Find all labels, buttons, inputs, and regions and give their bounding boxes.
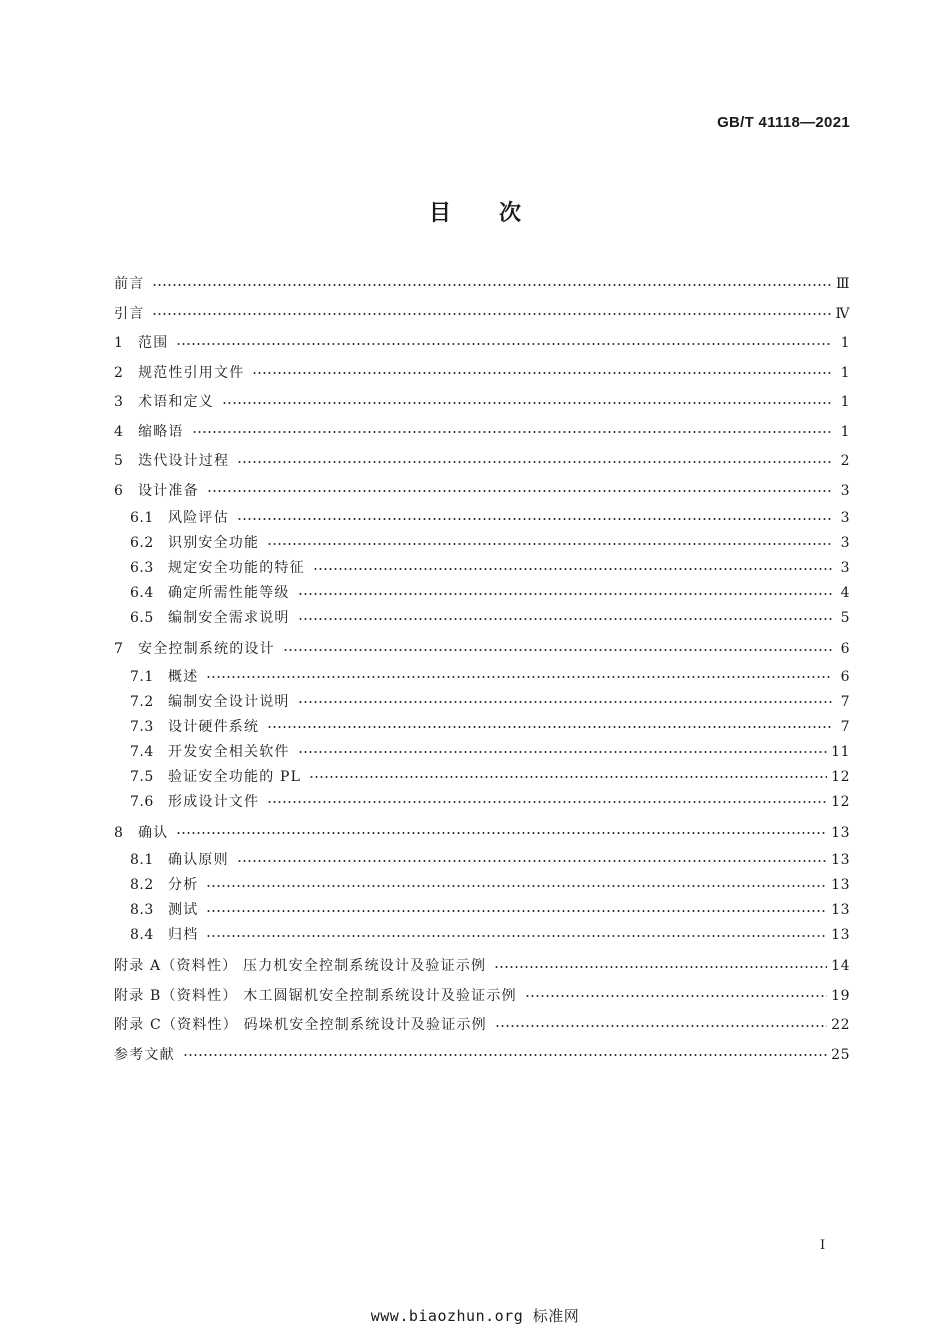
toc-leader-dots: [237, 858, 827, 864]
toc-subentry[interactable]: [114, 690, 850, 715]
toc-entry-page: 3: [840, 535, 850, 551]
toc-entry-page: 25: [831, 1046, 850, 1063]
toc-entry-page: 7: [840, 693, 850, 710]
toc-entry-title: 开发安全相关软件: [168, 743, 290, 760]
toc-entry-number: 3: [114, 394, 124, 410]
toc-leader-dots: [206, 908, 827, 914]
toc-entry[interactable]: [114, 300, 850, 330]
toc-entry-number: 7.2: [130, 693, 154, 710]
toc-entry[interactable]: [114, 418, 850, 448]
toc-entry-number: 4: [114, 423, 124, 440]
toc-entry-page: 12: [831, 768, 850, 785]
toc-subentry[interactable]: [114, 873, 850, 898]
toc-subentry[interactable]: [114, 848, 850, 873]
standard-code: GB/T 41118—2021: [717, 114, 850, 131]
toc-entry-number: 6.1: [130, 510, 154, 526]
toc-entry-title: 确认原则: [168, 852, 229, 868]
toc-leader-dots: [283, 647, 832, 653]
toc-entry-page: 13: [831, 852, 850, 868]
toc-entry[interactable]: [114, 329, 850, 359]
page-title: 目次: [428, 201, 569, 226]
toc-entry-page: Ⅲ: [835, 276, 850, 292]
toc-entry-title: 参考文献: [114, 1046, 175, 1063]
toc-leader-dots: [206, 674, 832, 680]
toc-entry-page: Ⅳ: [835, 305, 850, 322]
toc-entry-title: 编制安全设计说明: [168, 693, 290, 710]
toc-subentry[interactable]: [114, 923, 850, 948]
toc-leader-dots: [495, 1023, 827, 1029]
footer-watermark: www.biaozhun.org 标准网: [370, 1307, 580, 1325]
toc-entry-title: 术语和定义: [138, 394, 214, 410]
toc-entry-title: 验证安全功能的 PL: [168, 768, 302, 785]
toc-entry-number: 6.4: [130, 585, 154, 601]
toc-entry-page: 12: [831, 793, 850, 810]
toc-entry-page: 6: [840, 668, 850, 685]
toc-subentry[interactable]: [114, 506, 850, 531]
toc-subentry[interactable]: [114, 665, 850, 690]
toc-subentry[interactable]: [114, 531, 850, 556]
toc-entry-number: 6.3: [130, 560, 154, 576]
toc-subentry[interactable]: [114, 715, 850, 740]
toc-entry-page: 22: [831, 1017, 850, 1033]
toc-entry-number: 6.5: [130, 610, 154, 626]
toc-entry[interactable]: [114, 819, 850, 849]
toc-entry-page: 13: [831, 877, 850, 893]
page-number: I: [820, 1238, 826, 1253]
toc-leader-dots: [207, 488, 832, 494]
toc-subentry[interactable]: [114, 765, 850, 790]
toc-leader-dots: [525, 993, 827, 999]
toc-leader-dots: [206, 883, 827, 889]
toc-entry-number: 8: [114, 824, 124, 841]
toc-subentry[interactable]: [114, 790, 850, 815]
toc-leader-dots: [206, 933, 827, 939]
toc-entry-page: 3: [840, 560, 850, 576]
toc-leader-dots: [298, 616, 832, 622]
toc-subentry[interactable]: [114, 898, 850, 923]
toc-subentry[interactable]: [114, 556, 850, 581]
toc-entry-page: 1: [840, 335, 850, 351]
toc-entry-title: 确认: [138, 824, 169, 841]
toc-entry-page: 5: [840, 610, 850, 626]
toc-entry-title: 风险评估: [168, 510, 229, 526]
toc-leader-dots: [313, 566, 832, 572]
toc-subentry[interactable]: [114, 581, 850, 606]
toc-leader-dots: [237, 459, 832, 465]
toc-entry[interactable]: [114, 1041, 850, 1071]
toc-entry-number: 7: [114, 641, 124, 657]
toc-entry-page: 13: [831, 927, 850, 943]
toc-entry-number: 6.2: [130, 535, 154, 551]
toc-entry-page: 6: [840, 641, 850, 657]
toc-entry-page: 1: [840, 423, 850, 440]
toc-entry-page: 14: [831, 958, 850, 974]
toc-entry-number: 8.4: [130, 927, 154, 943]
toc-entry-title: 附录 C（资料性） 码垛机安全控制系统设计及验证示例: [114, 1017, 487, 1033]
toc-entry-title: 缩略语: [138, 423, 184, 440]
toc-subentry[interactable]: [114, 606, 850, 631]
toc-entry-title: 编制安全需求说明: [168, 610, 290, 626]
toc-entry-title: 范围: [138, 335, 169, 351]
toc-entry-title: 设计硬件系统: [168, 718, 260, 735]
toc-leader-dots: [298, 699, 832, 705]
toc-leader-dots: [267, 799, 827, 805]
toc-leader-dots: [298, 591, 832, 597]
toc-entry[interactable]: [114, 635, 850, 665]
toc-entry-number: 7.5: [130, 768, 154, 785]
toc-entry-number: 6: [114, 482, 124, 499]
toc-leader-dots: [267, 724, 832, 730]
toc-leader-dots: [152, 311, 831, 317]
toc-leader-dots: [494, 964, 827, 970]
toc-entry-title: 附录 B（资料性） 木工圆锯机安全控制系统设计及验证示例: [114, 987, 517, 1004]
toc-leader-dots: [176, 830, 827, 836]
toc-entry-title: 引言: [114, 305, 145, 322]
toc-entry-number: 7.1: [130, 668, 154, 685]
toc-entry-number: 8.2: [130, 877, 154, 893]
toc-entry[interactable]: [114, 477, 850, 507]
toc-entry-title: 识别安全功能: [168, 535, 260, 551]
toc-leader-dots: [237, 516, 832, 522]
toc-entry-title: 测试: [168, 902, 199, 918]
toc-entry-number: 7.3: [130, 718, 154, 735]
toc-entry-page: 3: [840, 510, 850, 526]
toc-entry-title: 设计准备: [138, 482, 199, 499]
toc-entry[interactable]: [114, 388, 850, 418]
toc-entry[interactable]: [114, 359, 850, 389]
toc-leader-dots: [192, 429, 832, 435]
toc-entry-title: 归档: [168, 927, 199, 943]
toc-entry-title: 规定安全功能的特征: [168, 560, 305, 576]
toc-leader-dots: [222, 400, 832, 406]
toc-entry-page: 4: [840, 585, 850, 601]
toc-entry-title: 确定所需性能等级: [168, 585, 290, 601]
toc-entry-title: 分析: [168, 877, 199, 893]
toc-entry-number: 1: [114, 335, 124, 351]
toc-entry-page: 3: [840, 482, 850, 499]
toc-entry-page: 1: [840, 394, 850, 410]
toc-entry[interactable]: [114, 447, 850, 477]
toc-subentry[interactable]: [114, 740, 850, 765]
toc-entry-page: 19: [831, 987, 850, 1004]
toc-leader-dots: [176, 341, 832, 347]
toc-entry[interactable]: [114, 1011, 850, 1041]
toc-entry-page: 11: [831, 743, 850, 760]
toc-entry-title: 概述: [168, 668, 199, 685]
toc-entry-page: 13: [831, 824, 850, 841]
toc-entry-page: 1: [840, 364, 850, 381]
toc-entry-number: 7.6: [130, 793, 154, 810]
toc-entry-number: 8.3: [130, 902, 154, 918]
toc-entry-title: 安全控制系统的设计: [138, 641, 275, 657]
toc-entry-title: 迭代设计过程: [138, 453, 230, 469]
toc-leader-dots: [183, 1052, 827, 1058]
table-of-contents: [114, 270, 850, 1070]
toc-entry[interactable]: [114, 952, 850, 982]
toc-leader-dots: [298, 749, 828, 755]
toc-entry-title: 形成设计文件: [168, 793, 260, 810]
toc-entry-number: 5: [114, 453, 124, 469]
toc-entry-page: 13: [831, 902, 850, 918]
toc-entry-page: 7: [840, 718, 850, 735]
toc-entry[interactable]: [114, 982, 850, 1012]
toc-leader-dots: [309, 774, 827, 780]
toc-entry-title: 规范性引用文件: [138, 364, 245, 381]
toc-entry[interactable]: [114, 270, 850, 300]
toc-leader-dots: [252, 370, 832, 376]
toc-entry-page: 2: [840, 453, 850, 469]
toc-leader-dots: [267, 541, 832, 547]
toc-entry-title: 附录 A（资料性） 压力机安全控制系统设计及验证示例: [114, 958, 487, 974]
toc-leader-dots: [152, 282, 832, 288]
toc-entry-number: 7.4: [130, 743, 154, 760]
toc-entry-number: 8.1: [130, 852, 154, 868]
toc-entry-title: 前言: [114, 276, 145, 292]
toc-entry-number: 2: [114, 364, 124, 381]
